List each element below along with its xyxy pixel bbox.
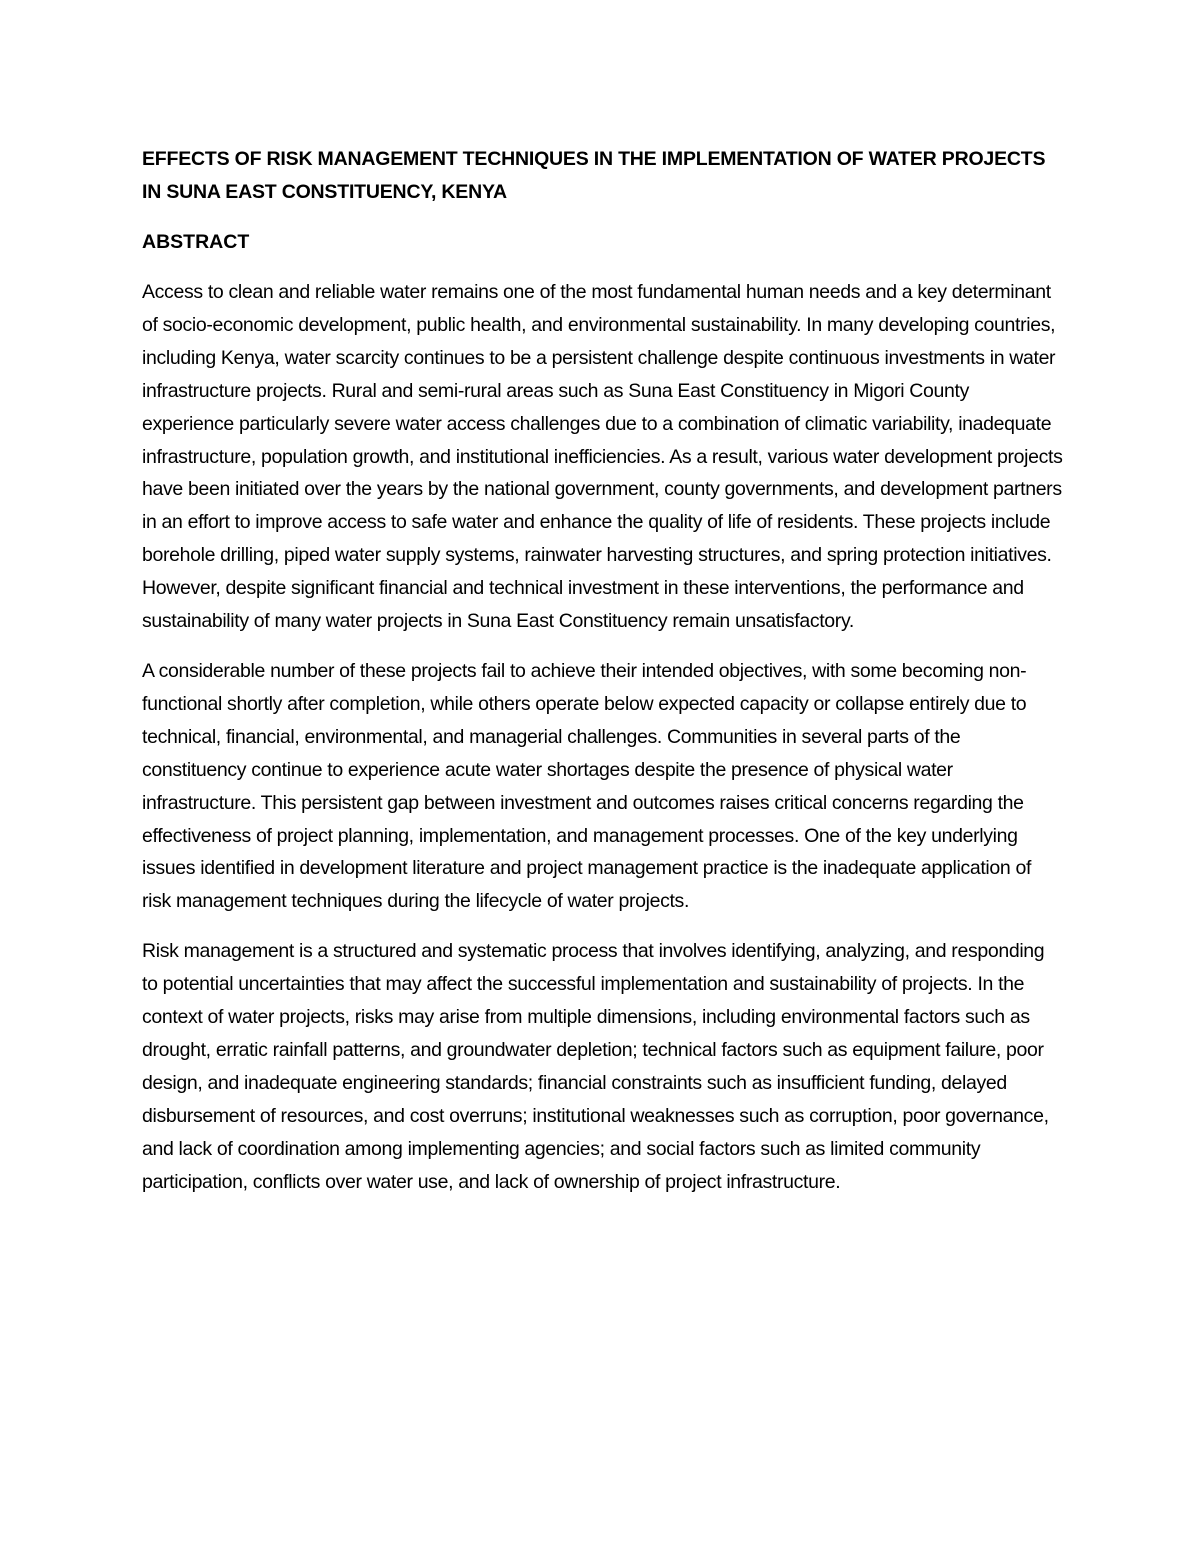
document-title: EFFECTS OF RISK MANAGEMENT TECHNIQUES IN THE IMPLEMENTATION OF WATER PROJECTS IN SUNA EAST CONSTITUENCY, KENYA [142,148,1046,203]
abstract-paragraph-3: Risk management is a structured and systematic process that involves identifying, analyzing, and responding to potential uncertainties that may affect the successful implementation and sustainability of projects. In the context of water projects, risks may arise from multiple dimensions, including environmental factors such as drought, erratic rainfall patterns, and groundwater depletion; technical factors such as equipment failure, poor design, and inadequate engineering standards; financial constraints such as insufficient funding, delayed disbursement of resources, and cost overruns; institutional weaknesses such as corruption, poor governance, and lack of coordination among implementing agencies; and social factors such as limited community participation, conflicts over water use, and lack of ownership of project infrastructure. [142,940,1049,1193]
abstract-heading: ABSTRACT [142,231,250,253]
document-body [142,143,1064,1215]
abstract-paragraph-1: Access to clean and reliable water remains one of the most fundamental human needs and a key determinant of socio-economic development, public health, and environmental sustainability. In many developing countries, including Kenya, water scarcity continues to be a persistent challenge despite continuous investments in water infrastructure projects. Rural and semi-rural areas such as Suna East Constituency in Migori County experience particularly severe water access challenges due to a combination of climatic variability, inadequate infrastructure, population growth, and institutional inefficiencies. As a result, various water development projects have been initiated over the years by the national government, county governments, and development partners in an effort to improve access to safe water and enhance the quality of life of residents. These projects include borehole drilling, piped water supply systems, rainwater harvesting structures, and spring protection initiatives. However, despite significant financial and technical investment in these interventions, the performance and sustainability of many water projects in Suna East Constituency remain unsatisfactory. [142,281,1063,633]
abstract-paragraph-2: A considerable number of these projects fail to achieve their intended objectives, with some becoming non-functional shortly after completion, while others operate below expected capacity or collapse entirely due to technical, financial, environmental, and managerial challenges. Communities in several parts of the constituency continue to experience acute water shortages despite the presence of physical water infrastructure. This persistent gap between investment and outcomes raises critical concerns regarding the effectiveness of project planning, implementation, and management processes. One of the key underlying issues identified in development literature and project management practice is the inadequate application of risk management techniques during the lifecycle of water projects. [142,659,1032,913]
